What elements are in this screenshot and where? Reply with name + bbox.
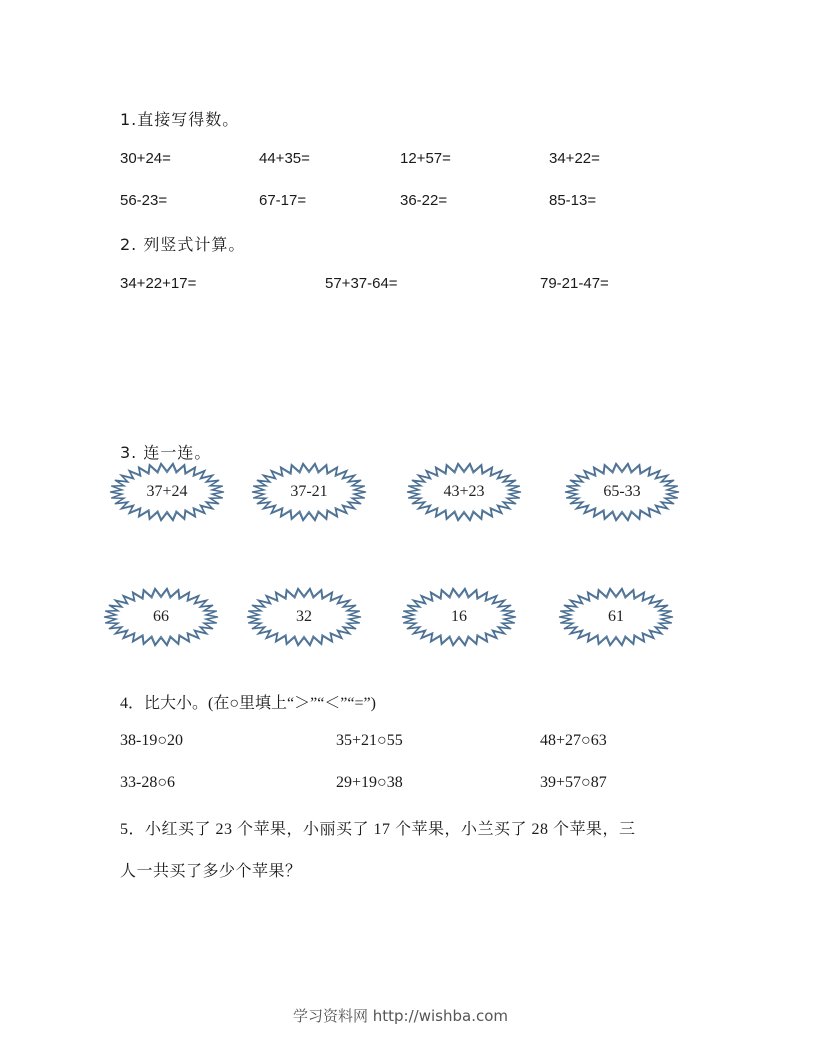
q4-item: 39+57○87 bbox=[540, 774, 607, 791]
starburst-label: 37+24 bbox=[146, 483, 188, 500]
expression-burst bbox=[109, 462, 225, 522]
starburst-label: 32 bbox=[296, 608, 312, 625]
expression-burst bbox=[406, 462, 522, 522]
q4-item: 33-28○6 bbox=[120, 774, 175, 791]
expression-burst bbox=[564, 462, 680, 522]
q3-title: 3. 连一连。 bbox=[120, 443, 212, 462]
q2-item: 34+22+17= bbox=[120, 275, 197, 292]
q4-title: 4．比大小。(在○里填上“＞”“＜”“=”) bbox=[120, 695, 376, 712]
starburst-label: 61 bbox=[608, 608, 624, 625]
q2-item: 79-21-47= bbox=[540, 275, 609, 292]
answer-burst bbox=[246, 587, 362, 647]
starburst-label: 43+23 bbox=[443, 483, 485, 500]
q2-title: 2. 列竖式计算。 bbox=[120, 235, 246, 254]
q1-item: 34+22= bbox=[549, 150, 600, 167]
starburst-label: 37-21 bbox=[290, 483, 328, 500]
expression-burst bbox=[251, 462, 367, 522]
q2-item: 57+37-64= bbox=[325, 275, 398, 292]
answer-burst bbox=[401, 587, 517, 647]
q1-item: 67-17= bbox=[259, 192, 307, 209]
q1-title: 1.直接写得数。 bbox=[120, 110, 240, 129]
q4-item: 38-19○20 bbox=[120, 732, 183, 749]
q1-item: 12+57= bbox=[400, 150, 451, 167]
answer-burst bbox=[558, 587, 674, 647]
q5-text-line1: 5．小红买了 23 个苹果，小丽买了 17 个苹果，小兰买了 28 个苹果，三 bbox=[120, 821, 636, 838]
q4-item: 35+21○55 bbox=[336, 732, 403, 749]
footer-watermark: 学习资料网 http://wishba.com bbox=[293, 1007, 508, 1025]
q5-text-line2: 人一共买了多少个苹果？ bbox=[120, 863, 302, 880]
q4-item: 48+27○63 bbox=[540, 732, 607, 749]
q4-item: 29+19○38 bbox=[336, 774, 403, 791]
starburst-label: 16 bbox=[451, 608, 467, 625]
q1-item: 85-13= bbox=[549, 192, 597, 209]
q1-item: 56-23= bbox=[120, 192, 168, 209]
starburst-label: 65-33 bbox=[603, 483, 641, 500]
answer-burst bbox=[103, 587, 219, 647]
q1-item: 36-22= bbox=[400, 192, 448, 209]
q1-item: 44+35= bbox=[259, 150, 310, 167]
q1-item: 30+24= bbox=[120, 150, 171, 167]
starburst-label: 66 bbox=[153, 608, 169, 625]
